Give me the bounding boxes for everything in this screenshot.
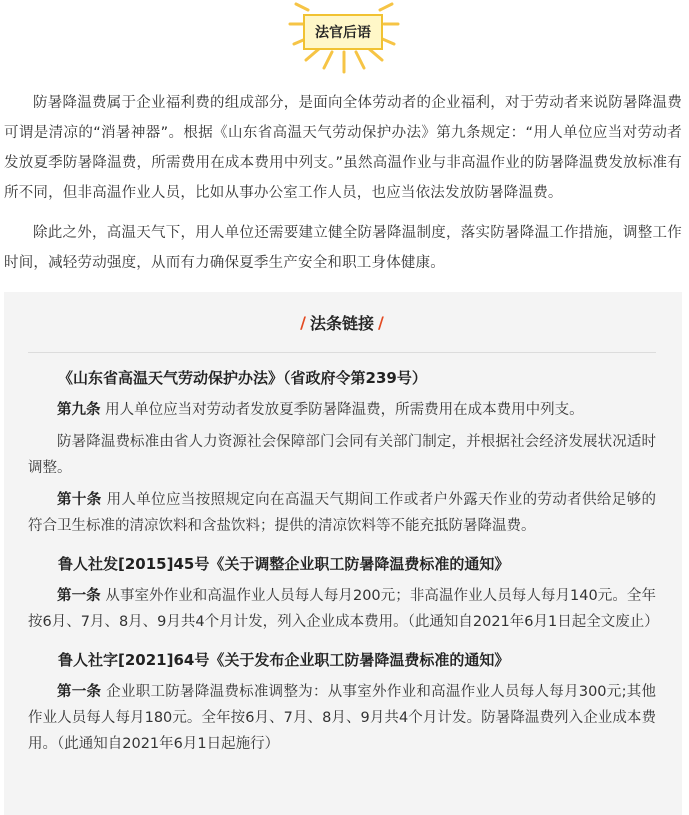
- article-text: 从事室外作业和高温作业人员每人每月200元；非高温作业人员每人每月140元。全年按6月、7月、8月、9月共4个月计发，列入企业成本费用。（此通知自2021年6月1日起全文废止）: [28, 588, 659, 630]
- article-number: 第一条: [57, 684, 102, 700]
- law-section-2: [28, 551, 659, 635]
- intro-paragraph-2: 除此之外，高温天气下，用人单位还需要建立健全防暑降温制度，落实防暑降温工作措施，调整工作时间，减轻劳动强度，从而有力确保夏季生产安全和职工身体健康。: [4, 225, 682, 271]
- law-section-1: [28, 365, 656, 539]
- section-badge: 法官后语: [303, 14, 383, 50]
- slash-left-icon: /: [300, 312, 306, 332]
- intro-text: [4, 88, 682, 288]
- law-article: [28, 583, 659, 635]
- law-article: [28, 679, 656, 757]
- law-section-title: 鲁人社发[2015]45号《关于调整企业职工防暑降温费标准的通知》: [58, 555, 510, 573]
- article-number: 第十条: [57, 492, 102, 508]
- slash-right-icon: /: [378, 312, 384, 332]
- law-links-heading: 法条链接: [309, 313, 374, 333]
- article-number: 第九条: [57, 402, 101, 418]
- law-links-title: [28, 292, 656, 353]
- article-text: 用人单位应当对劳动者发放夏季防暑降温费，所需费用在成本费用中列支。: [100, 402, 584, 418]
- law-section-3: [28, 647, 656, 757]
- article-text: 用人单位应当按照规定向在高温天气期间工作或者户外露天作业的劳动者供给足够的符合卫生标准的清凉饮料和含盐饮料；提供的清凉饮料等不能充抵防暑降温费。: [28, 492, 657, 534]
- article-text: 防暑降温费标准由省人力资源社会保障部门会同有关部门制定，并根据社会经济发展状况适时调整。: [28, 434, 656, 476]
- law-links-box: [4, 292, 682, 815]
- law-article: [28, 487, 656, 539]
- law-section-title: 《山东省高温天气劳动保护办法》（省政府令第239号）: [58, 369, 427, 387]
- intro-paragraph-1: 防暑降温费属于企业福利费的组成部分，是面向全体劳动者的企业福利，对于劳动者来说防暑降温费可谓是清凉的“消暑神器”。根据《山东省高温天气劳动保护办法》第九条规定：“用人单位应当对劳动者发放夏季防暑降温费，所需费用在成本费用中列支。”虽然高温作业与非高温作业的防暑降温费发放标准有所不同，但非高温作业人员，比如从事办公室工作人员，也应当依法发放防暑降温费。: [4, 95, 682, 201]
- article-number: 第一条: [57, 588, 101, 604]
- header: [0, 0, 689, 78]
- article-text: 企业职工防暑降温费标准调整为：从事室外作业和高温作业人员每人每月300元;其他作业人员每人每月180元。全年按6月、7月、8月、9月共4个月计发。防暑降温费列入企业成本费用。（此通知自2021年6月1日起施行）: [28, 684, 656, 752]
- law-article: [28, 397, 656, 423]
- law-article: [28, 429, 656, 481]
- law-section-title: 鲁人社字[2021]64号《关于发布企业职工防暑降温费标准的通知》: [58, 651, 510, 669]
